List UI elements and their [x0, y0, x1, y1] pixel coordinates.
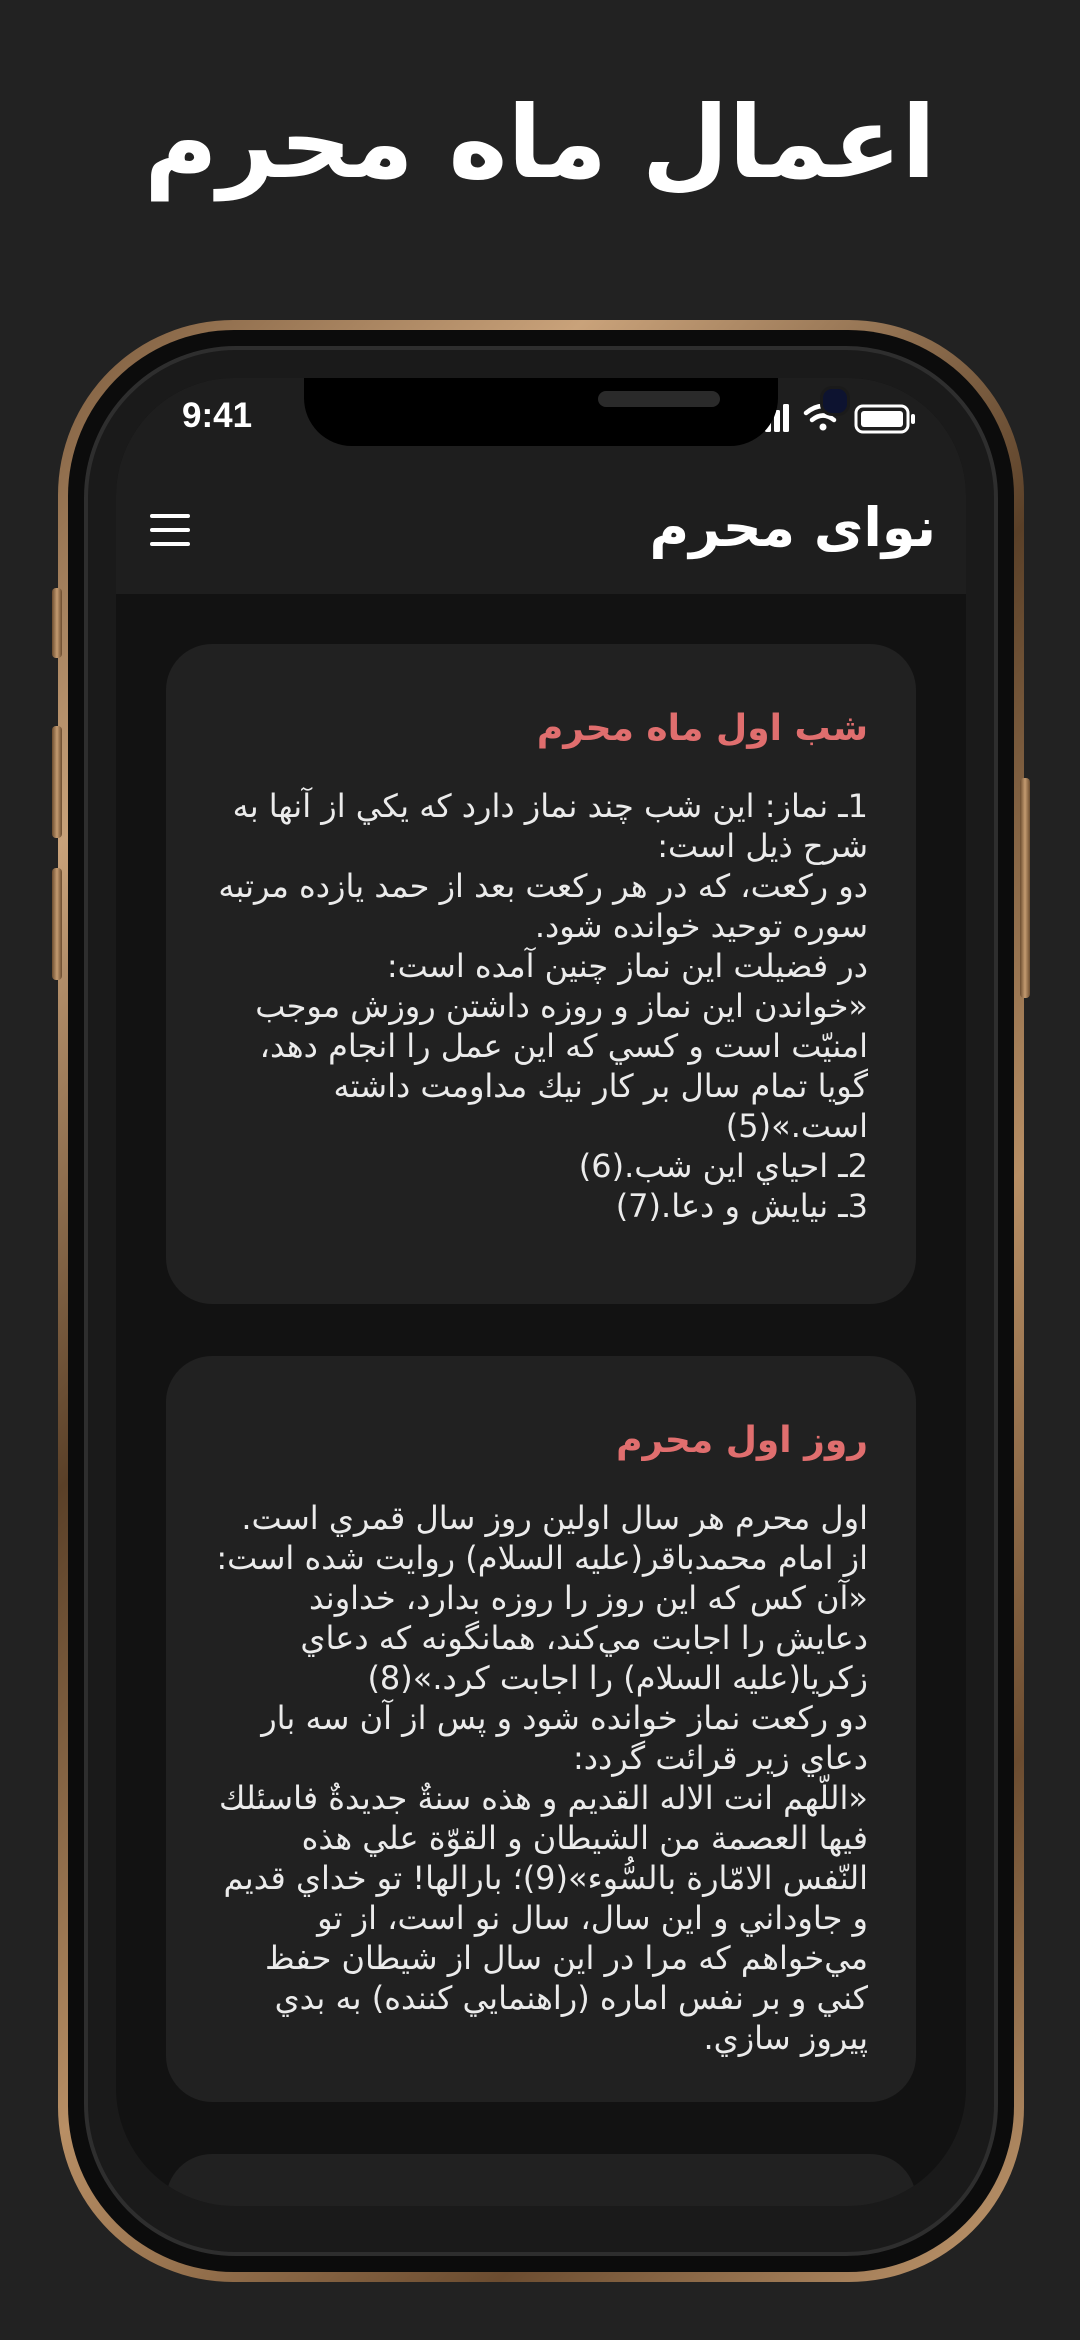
menu-icon-line-2 — [150, 528, 190, 532]
card-body: اول محرم هر سال اولين روز سال قمري است. از امام محمدباقر(عليه السلام) روايت شده است: «آن كس كه اين روز را روزه بدارد، خداوند دعايش را اجابت مي‌كند، همانگونه كه دعاي زكريا(عليه السلام) را اجابت كرد.»(8) دو ركعت نماز خوانده شود و پس از آن سه بار دعاي زير قرائت گردد: «اللّهم انت الاله القديم و هذه سنةٌ جديدةٌ فاسئلك فيها العصمة من الشيطان و القوّة علي هذه النّفس الامّارة بالسُّوء»(9)؛ بارالها! تو خداي قديم و جاوداني و اين سال، سال نو است، از تو مي‌خواهم كه مرا در اين سال از شيطان حفظ كني و بر نفس اماره (راهنمايي كننده) به بدي پيروز سازي. — [216, 1499, 868, 2057]
status-time: 9:41 — [182, 396, 253, 435]
phone-power-button — [1020, 778, 1030, 998]
menu-icon-line-3 — [150, 542, 190, 546]
card-title: شب اول ماه محرم — [536, 708, 868, 749]
phone-volume-down — [52, 868, 62, 980]
menu-button[interactable] — [150, 514, 194, 550]
phone-notch — [304, 378, 778, 446]
card-body: 1ـ نماز: اين شب چند نماز دارد كه يكي از آنها به شرح ذيل است: دو ركعت، كه در هر ركعت بعد از حمد يازده مرتبه سوره توحيد خوانده شود. در فضيلت اين نماز چنين آمده است: «خواندن اين نماز و روزه داشتن روزش موجب امنيّت است و كسي كه اين عمل را انجام دهد، گويا تمام سال بر كار نيك مداومت داشته است.»(5) 2ـ احياي اين شب.(6) 3ـ نيايش و دعا.(7) — [218, 787, 868, 1225]
promo-title: اعمال ماه محرم — [144, 84, 936, 201]
battery-icon — [856, 406, 915, 432]
earpiece-speaker — [598, 391, 720, 407]
card-first-day[interactable] — [166, 1356, 916, 2102]
phone-volume-up — [52, 726, 62, 838]
menu-icon-line-1 — [150, 514, 190, 518]
status-bar — [116, 378, 966, 470]
app-title: نوای محرم — [649, 496, 936, 559]
card-next-partial[interactable] — [166, 2154, 916, 2206]
app-bar — [116, 470, 966, 594]
card-first-night[interactable] — [166, 644, 916, 1304]
phone-mute-switch — [52, 588, 62, 658]
card-title: روز اول محرم — [616, 1420, 868, 1461]
phone-screen — [116, 378, 966, 2206]
front-camera — [820, 386, 850, 416]
content-list[interactable] — [116, 594, 966, 2206]
